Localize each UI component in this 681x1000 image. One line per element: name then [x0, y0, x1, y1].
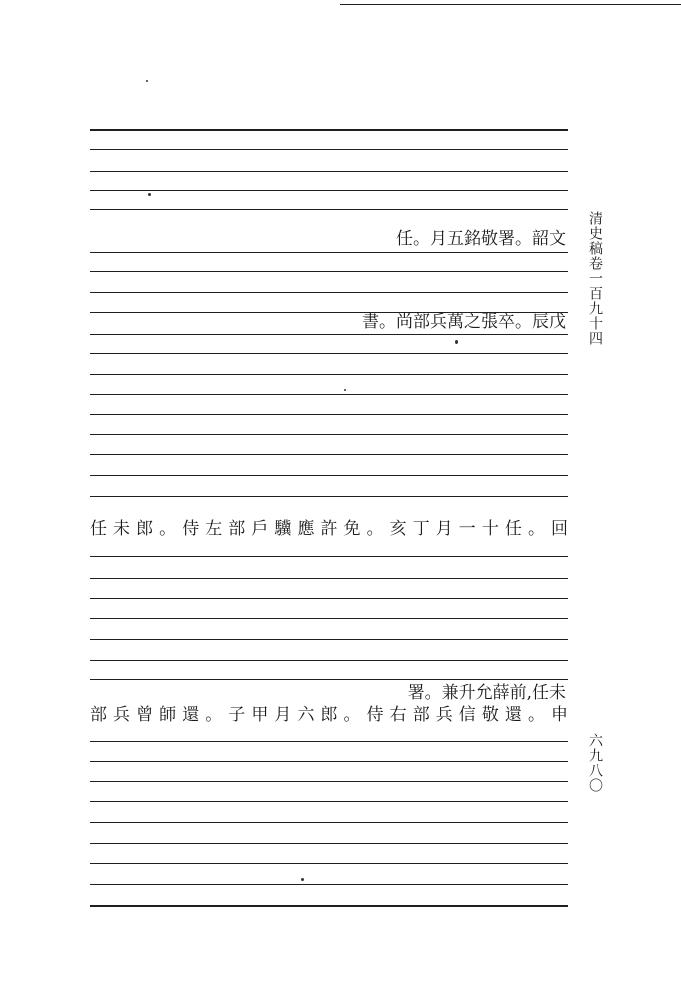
table-rule — [90, 618, 568, 619]
ink-speck — [301, 878, 304, 881]
ink-speck — [146, 80, 148, 82]
table-rule — [90, 414, 568, 415]
table-entry: 任未郎。侍左部戶驥應許免。亥丁月一十任。回 — [90, 519, 568, 539]
table-rule — [90, 334, 568, 335]
table-rule — [90, 394, 568, 395]
table-rule — [90, 353, 568, 354]
ink-speck — [344, 389, 346, 391]
table-entry: 書。尚部兵萬之張卒。辰戊 — [362, 312, 566, 332]
ink-speck — [455, 340, 458, 344]
table-rule — [90, 781, 568, 782]
table-rule — [90, 271, 568, 272]
table-rule — [90, 374, 568, 375]
table-rule — [90, 598, 568, 599]
table-entry: 署。兼升允薛前,任未 — [407, 683, 566, 703]
table-rule — [90, 863, 568, 864]
table-rule — [90, 843, 568, 844]
table-rule — [90, 679, 568, 680]
table-rule — [90, 639, 568, 640]
table-rule — [90, 905, 568, 907]
table-rule — [90, 434, 568, 435]
table-entry: 任。月五銘敬署。韶文 — [396, 229, 566, 249]
table-entry: 部兵曾師還。子甲月六郎。侍右部兵信敬還。申 — [90, 705, 568, 725]
table-rule — [90, 496, 568, 497]
table-rule — [90, 149, 568, 150]
table-rule — [90, 252, 568, 253]
table-rule — [90, 556, 568, 557]
running-head: 清史稿卷一百九十四 — [587, 210, 603, 346]
table-rule — [90, 822, 568, 823]
table-rule — [90, 475, 568, 476]
table-rule — [90, 129, 568, 131]
table-rule — [90, 171, 568, 172]
top-edge-rule — [340, 4, 681, 5]
table-rule — [90, 454, 568, 455]
table-rule — [90, 660, 568, 661]
table-rule — [90, 761, 568, 762]
ink-speck — [148, 193, 151, 196]
table-rule — [90, 209, 568, 210]
table-rule — [90, 801, 568, 802]
table-rule — [90, 884, 568, 885]
table-rule — [90, 292, 568, 293]
table-rule — [90, 741, 568, 742]
table-rule — [90, 190, 568, 191]
table-rule — [90, 578, 568, 579]
page-number: 六九八〇 — [587, 733, 603, 793]
